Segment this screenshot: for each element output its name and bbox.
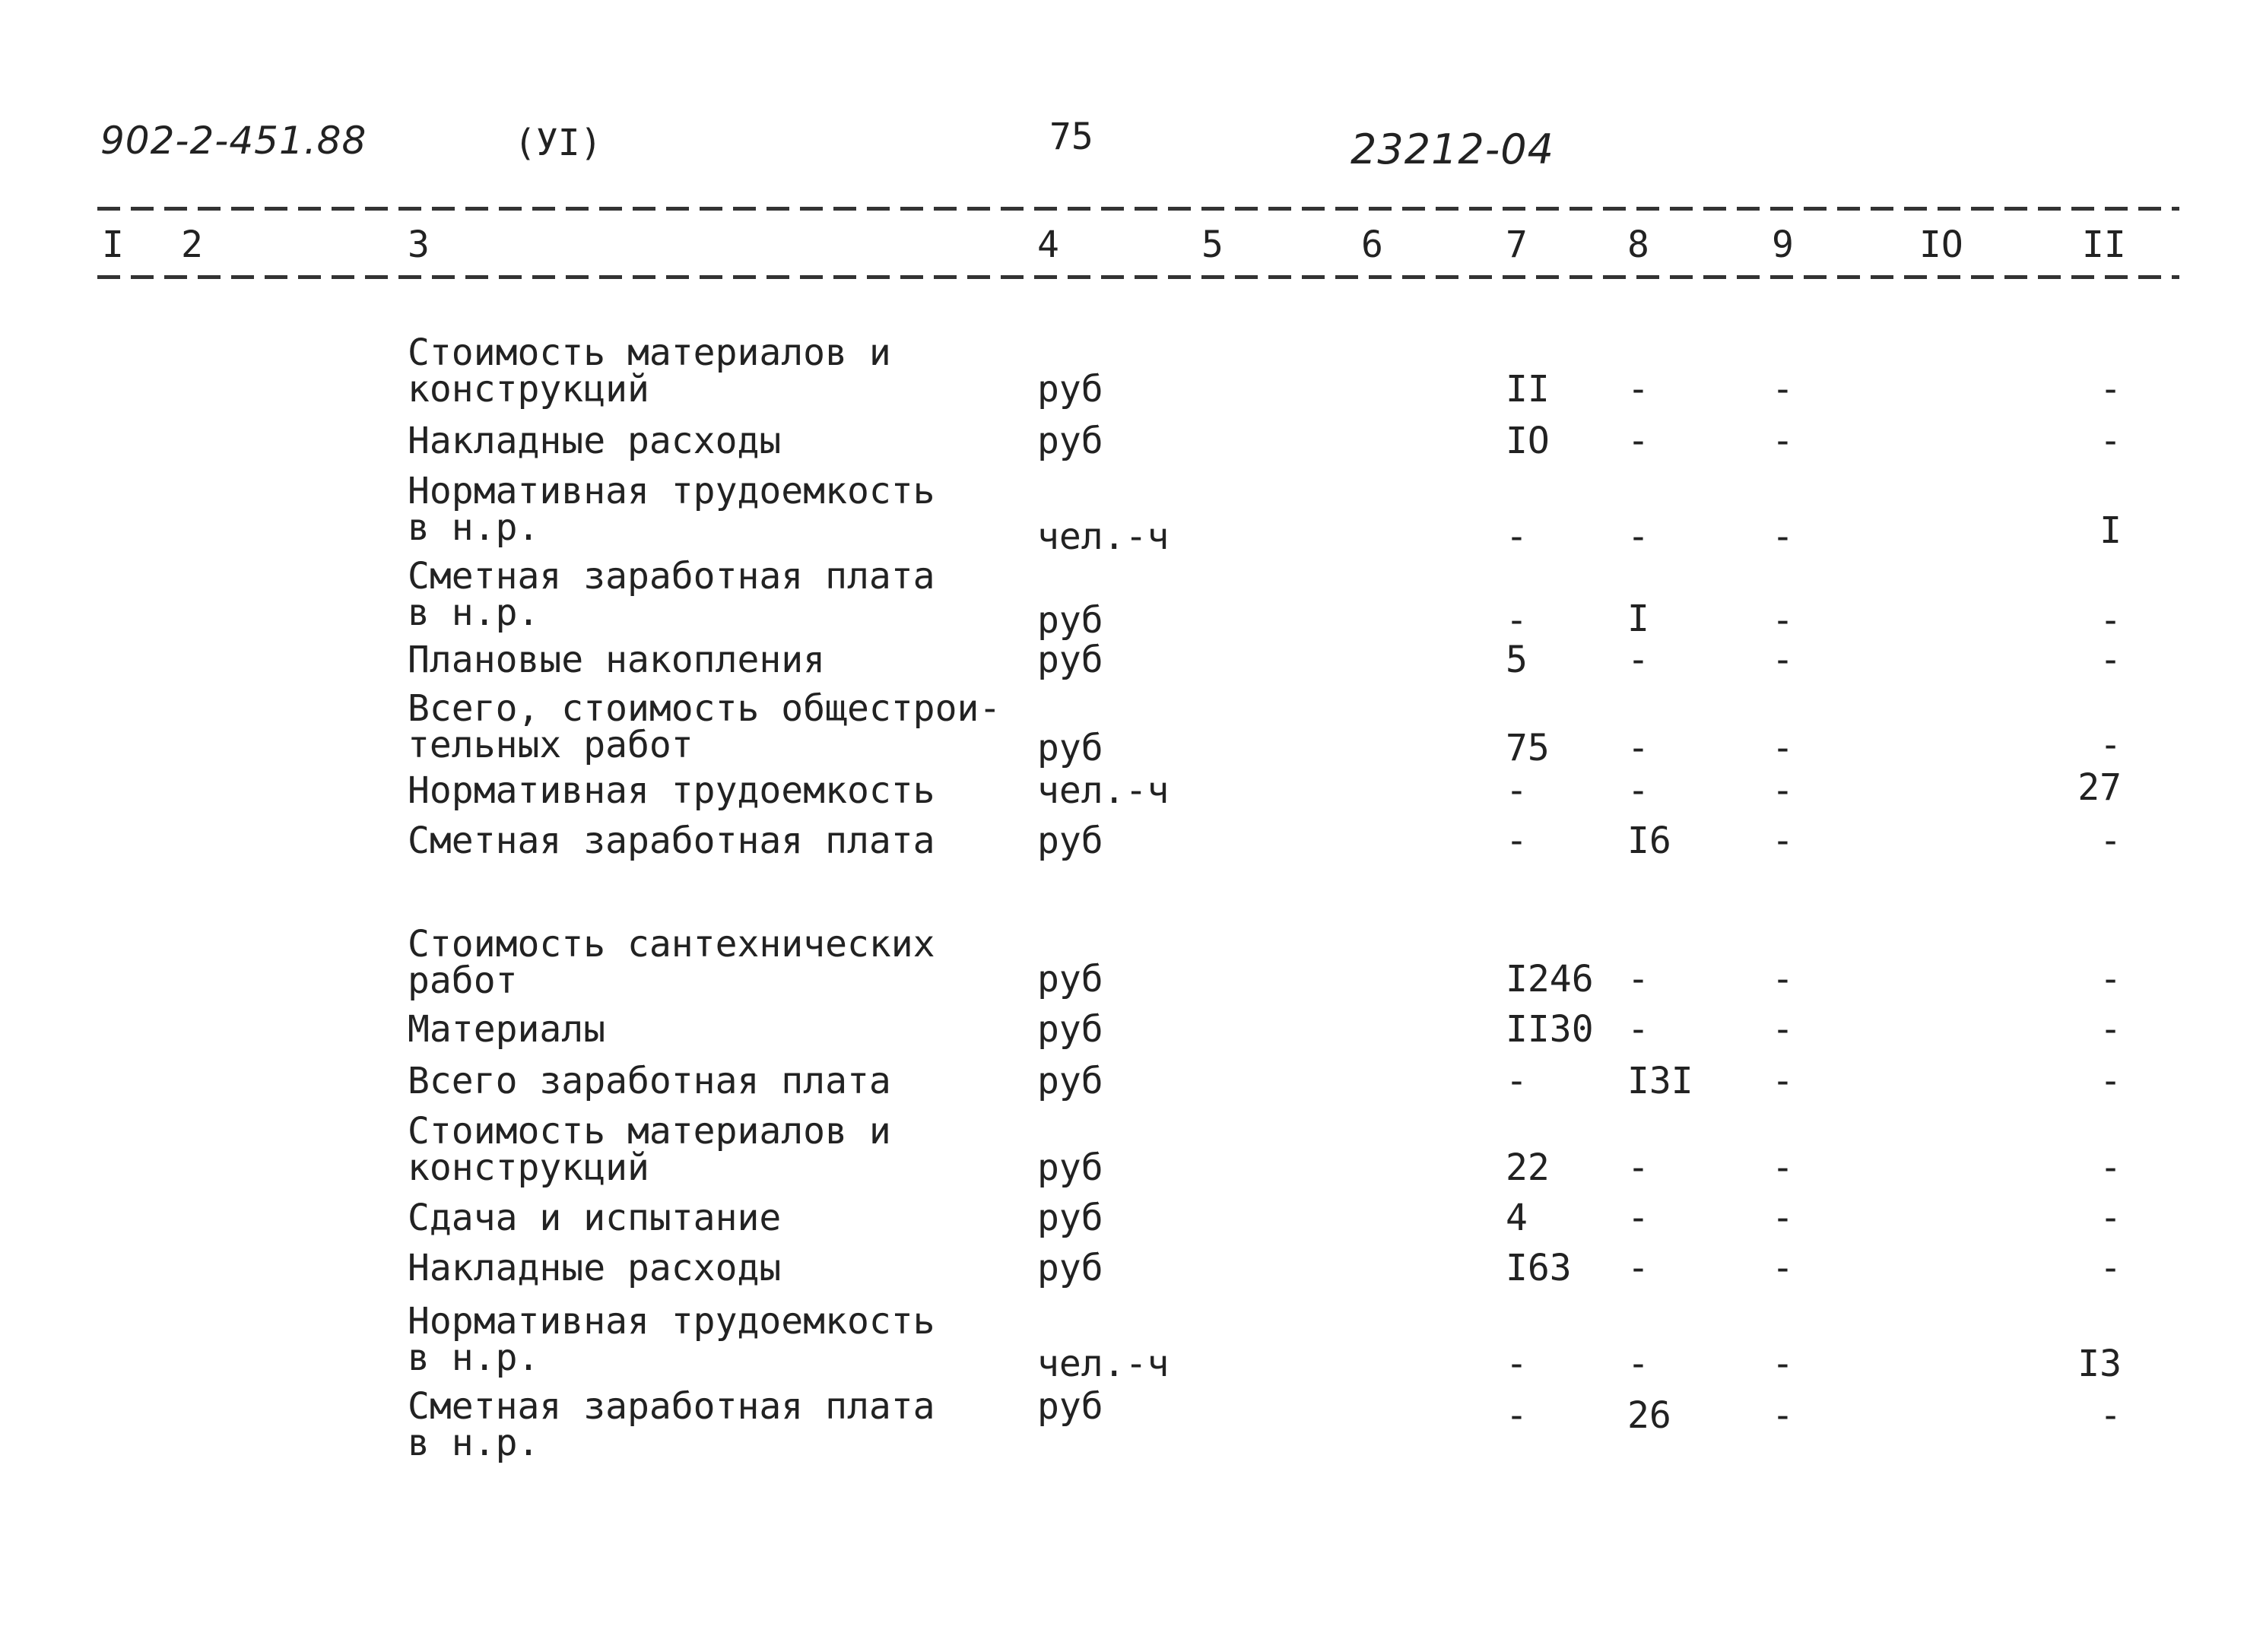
row-col8: -	[1627, 769, 1649, 812]
row-col8: -	[1627, 420, 1649, 462]
row-col8: -	[1627, 1008, 1649, 1051]
row-col11: -	[2100, 1060, 2122, 1102]
row-col11: -	[2100, 599, 2122, 642]
row-col11: -	[2100, 639, 2122, 681]
row-col7: -	[1506, 1343, 1528, 1385]
row-unit: руб	[1037, 1060, 1103, 1102]
row-col11: 27	[2077, 766, 2122, 809]
col-header-8: 8	[1627, 224, 1649, 266]
row-label: Стоимость материалов и конструкций	[408, 331, 891, 411]
row-label: Всего, стоимость общестрои- тельных работ	[408, 687, 1001, 766]
row-col11: -	[2100, 724, 2122, 766]
row-col7: I63	[1506, 1247, 1572, 1289]
row-unit: руб	[1037, 1197, 1103, 1239]
row-label: Нормативная трудоемкость	[408, 769, 935, 812]
row-label: Сметная заработная плата в н.р.	[408, 555, 935, 634]
handwritten-code: 23212-04	[1350, 125, 1554, 173]
row-col11: -	[2100, 420, 2122, 462]
row-col8: I	[1627, 598, 1649, 640]
row-label: Плановые накопления	[408, 639, 826, 681]
row-col11: -	[2100, 1394, 2122, 1437]
row-unit: руб	[1037, 1008, 1103, 1051]
row-col8: -	[1627, 958, 1649, 1000]
row-col11: -	[2100, 1247, 2122, 1289]
row-col9: -	[1772, 1008, 1794, 1051]
row-col9: -	[1772, 1060, 1794, 1102]
row-col9: -	[1772, 639, 1794, 681]
row-col8: -	[1627, 1247, 1649, 1289]
col-header-10: IO	[1919, 224, 1963, 266]
row-unit: чел.-ч	[1037, 1343, 1170, 1385]
row-unit: руб	[1037, 1247, 1103, 1289]
header-bottom-rule	[97, 275, 2179, 279]
page-number: 75	[1049, 116, 1093, 158]
row-label: Нормативная трудоемкость в н.р.	[408, 470, 935, 549]
row-col8: I6	[1627, 820, 1671, 862]
row-col11: I	[2100, 509, 2122, 552]
section-label: (УI)	[514, 122, 602, 164]
col-header-9: 9	[1772, 224, 1794, 266]
row-col9: -	[1772, 958, 1794, 1000]
row-col9: -	[1772, 1197, 1794, 1239]
row-label: Всего заработная плата	[408, 1060, 891, 1102]
row-unit: руб	[1037, 1146, 1103, 1189]
row-col11: -	[2100, 1146, 2122, 1189]
row-col7: 4	[1506, 1197, 1528, 1239]
row-col11: -	[2100, 1197, 2122, 1239]
row-label: Сметная заработная плата	[408, 820, 935, 862]
header-top-rule	[97, 207, 2179, 211]
row-unit: чел.-ч	[1037, 515, 1170, 558]
row-label: Материалы	[408, 1008, 606, 1051]
row-col7: I246	[1506, 958, 1594, 1000]
col-header-2: 2	[181, 224, 203, 266]
row-col7: -	[1506, 820, 1528, 862]
row-col9: -	[1772, 1394, 1794, 1437]
row-col9: -	[1772, 1343, 1794, 1385]
row-unit: руб	[1037, 368, 1103, 411]
col-header-5: 5	[1201, 224, 1224, 266]
row-col9: -	[1772, 727, 1794, 769]
row-unit: руб	[1037, 958, 1103, 1000]
row-col9: -	[1772, 1146, 1794, 1189]
row-col7: -	[1506, 515, 1528, 558]
row-label: Сметная заработная плата в н.р.	[408, 1385, 935, 1464]
row-unit: руб	[1037, 727, 1103, 769]
row-col9: -	[1772, 420, 1794, 462]
row-col8: 26	[1627, 1394, 1671, 1437]
col-header-6: 6	[1361, 224, 1383, 266]
row-col11: -	[2100, 820, 2122, 862]
row-col7: IO	[1506, 420, 1550, 462]
row-col9: -	[1772, 769, 1794, 812]
document-number: 902-2-451.88	[100, 119, 367, 163]
row-col7: -	[1506, 1394, 1528, 1437]
row-col7: 22	[1506, 1146, 1550, 1189]
col-header-11: II	[2082, 224, 2126, 266]
row-col8: -	[1627, 1343, 1649, 1385]
row-unit: руб	[1037, 1385, 1103, 1428]
row-col9: -	[1772, 515, 1794, 558]
col-header-4: 4	[1037, 224, 1059, 266]
row-col7: II30	[1506, 1008, 1594, 1051]
row-col9: -	[1772, 820, 1794, 862]
col-header-7: 7	[1506, 224, 1528, 266]
row-col9: -	[1772, 599, 1794, 642]
row-col8: -	[1627, 1146, 1649, 1189]
col-header-1: I	[102, 224, 124, 266]
row-col11: -	[2100, 1008, 2122, 1051]
row-label: Накладные расходы	[408, 1247, 782, 1289]
row-col7: -	[1506, 599, 1528, 642]
row-label: Накладные расходы	[408, 420, 782, 462]
row-col7: -	[1506, 769, 1528, 812]
row-col8: -	[1627, 727, 1649, 769]
row-col8: I3I	[1627, 1060, 1693, 1102]
row-label: Стоимость сантехнических работ	[408, 923, 935, 1002]
row-col7: II	[1506, 368, 1550, 411]
row-label: Стоимость материалов и конструкций	[408, 1110, 891, 1189]
row-unit: руб	[1037, 599, 1103, 642]
row-col9: -	[1772, 368, 1794, 411]
row-col11: -	[2100, 368, 2122, 411]
row-unit: руб	[1037, 420, 1103, 462]
row-col7: 75	[1506, 727, 1550, 769]
row-col11: I3	[2077, 1343, 2122, 1385]
row-col7: 5	[1506, 639, 1528, 681]
row-unit: чел.-ч	[1037, 769, 1170, 812]
row-unit: руб	[1037, 639, 1103, 681]
row-label: Нормативная трудоемкость в н.р.	[408, 1300, 935, 1379]
col-header-3: 3	[408, 224, 430, 266]
row-col8: -	[1627, 639, 1649, 681]
row-col8: -	[1627, 515, 1649, 558]
row-unit: руб	[1037, 820, 1103, 862]
row-col8: -	[1627, 368, 1649, 411]
row-col11: -	[2100, 958, 2122, 1000]
row-col8: -	[1627, 1197, 1649, 1239]
row-col9: -	[1772, 1247, 1794, 1289]
row-label: Сдача и испытание	[408, 1197, 782, 1239]
row-col7: -	[1506, 1060, 1528, 1102]
